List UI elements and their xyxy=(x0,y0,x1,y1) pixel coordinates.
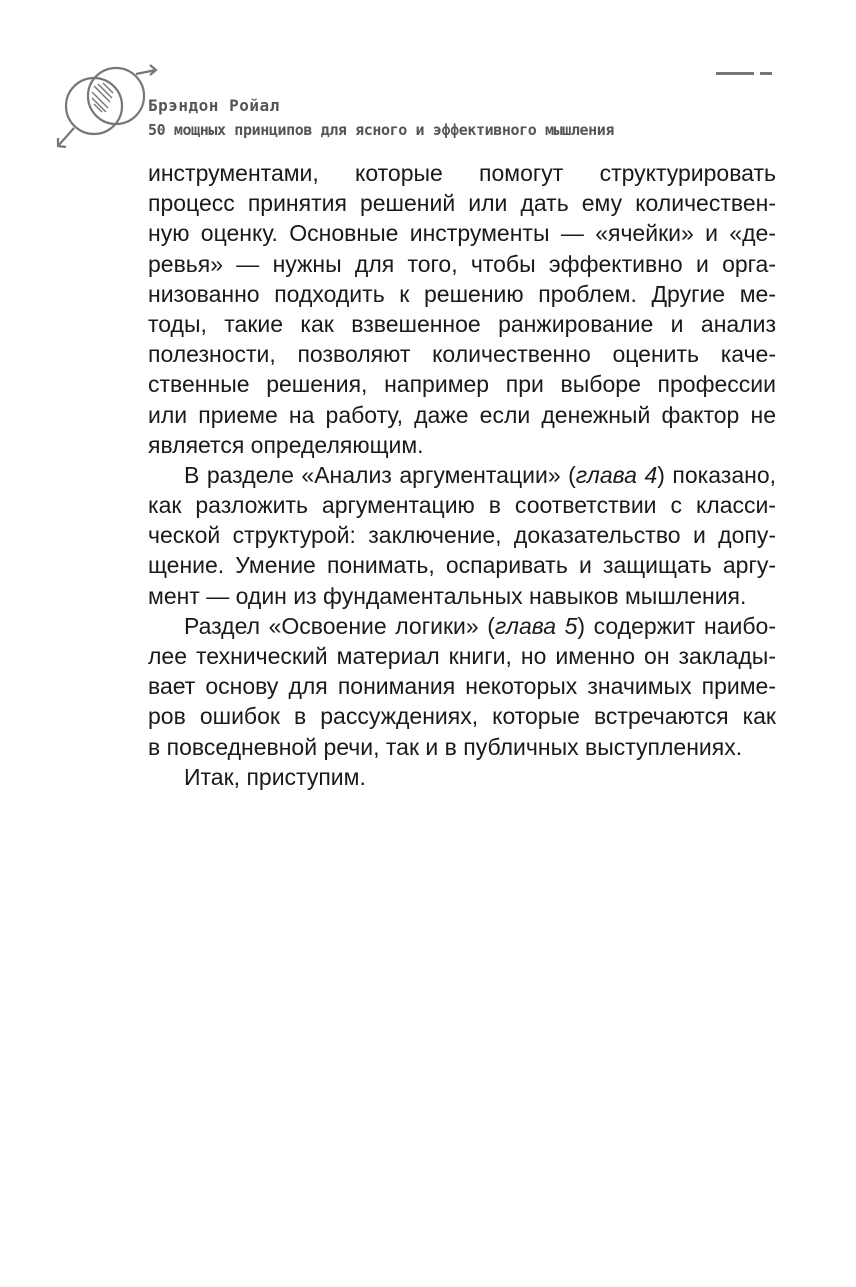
paragraph-4 xyxy=(148,762,776,792)
text-run: ) показано, xyxy=(657,461,776,488)
text-line: ревья» — нужны для того, чтобы эффективно и орга- xyxy=(148,250,776,277)
text-line: Итак, приступим. xyxy=(184,763,366,790)
text-run: ) содержит наибо- xyxy=(577,612,776,639)
chapter-reference: глава 4 xyxy=(575,461,658,488)
text-line: полезности, позволяют количественно оценить каче- xyxy=(148,341,776,368)
paragraph-3 xyxy=(148,611,776,762)
text-line-first xyxy=(148,611,776,641)
text-line: низованно подходить к решению проблем. Другие ме- xyxy=(148,280,776,307)
running-header xyxy=(148,94,614,142)
text-line: как разложить аргументацию в соответствии с класси- xyxy=(148,492,776,519)
text-line: процесс принятия решений или дать ему количествен- xyxy=(148,190,776,217)
text-line: в повседневной речи, так и в публичных выступлениях. xyxy=(148,733,743,760)
body-text xyxy=(148,158,776,792)
text-line: ческой структурой: заключение, доказательство и допу- xyxy=(148,522,776,549)
header-dash-decoration xyxy=(716,72,754,75)
paragraph-1 xyxy=(148,158,776,460)
text-line: мент — один из фундаментальных навыков мышления. xyxy=(148,582,747,609)
header-author: Брэндон Ройал xyxy=(148,96,280,115)
header-dash-decoration-small xyxy=(760,72,772,75)
text-line: ственные решения, например при выборе профессии xyxy=(148,371,776,398)
text-line: вает основу для понимания некоторых значимых приме- xyxy=(148,673,776,700)
paragraph-2 xyxy=(148,460,776,611)
text-line: щение. Умение понимать, оспаривать и защищать аргу- xyxy=(148,552,776,579)
text-line: инструментами, которые помогут структурировать xyxy=(148,160,776,186)
text-line: является определяющим. xyxy=(148,431,424,458)
text-run: Раздел «Освоение логики» ( xyxy=(184,612,495,639)
venn-logo-icon xyxy=(52,60,160,156)
text-run: В разделе «Анализ аргументации» ( xyxy=(184,461,576,488)
text-line: ную оценку. Основные инструменты — «ячейки» и «де- xyxy=(148,220,776,247)
text-line: тоды, такие как взвешенное ранжирование и анализ xyxy=(148,310,776,337)
text-line-first xyxy=(148,460,776,490)
header-book-title: 50 мощных принципов для ясного и эффективного мышления xyxy=(148,121,615,139)
text-line: или приеме на работу, даже если денежный фактор не xyxy=(148,401,776,428)
text-line: лее технический материал книги, но именно он заклады- xyxy=(148,643,776,669)
text-line: ров ошибок в рассуждениях, которые встречаются как xyxy=(148,703,776,730)
chapter-reference: глава 5 xyxy=(494,612,578,639)
